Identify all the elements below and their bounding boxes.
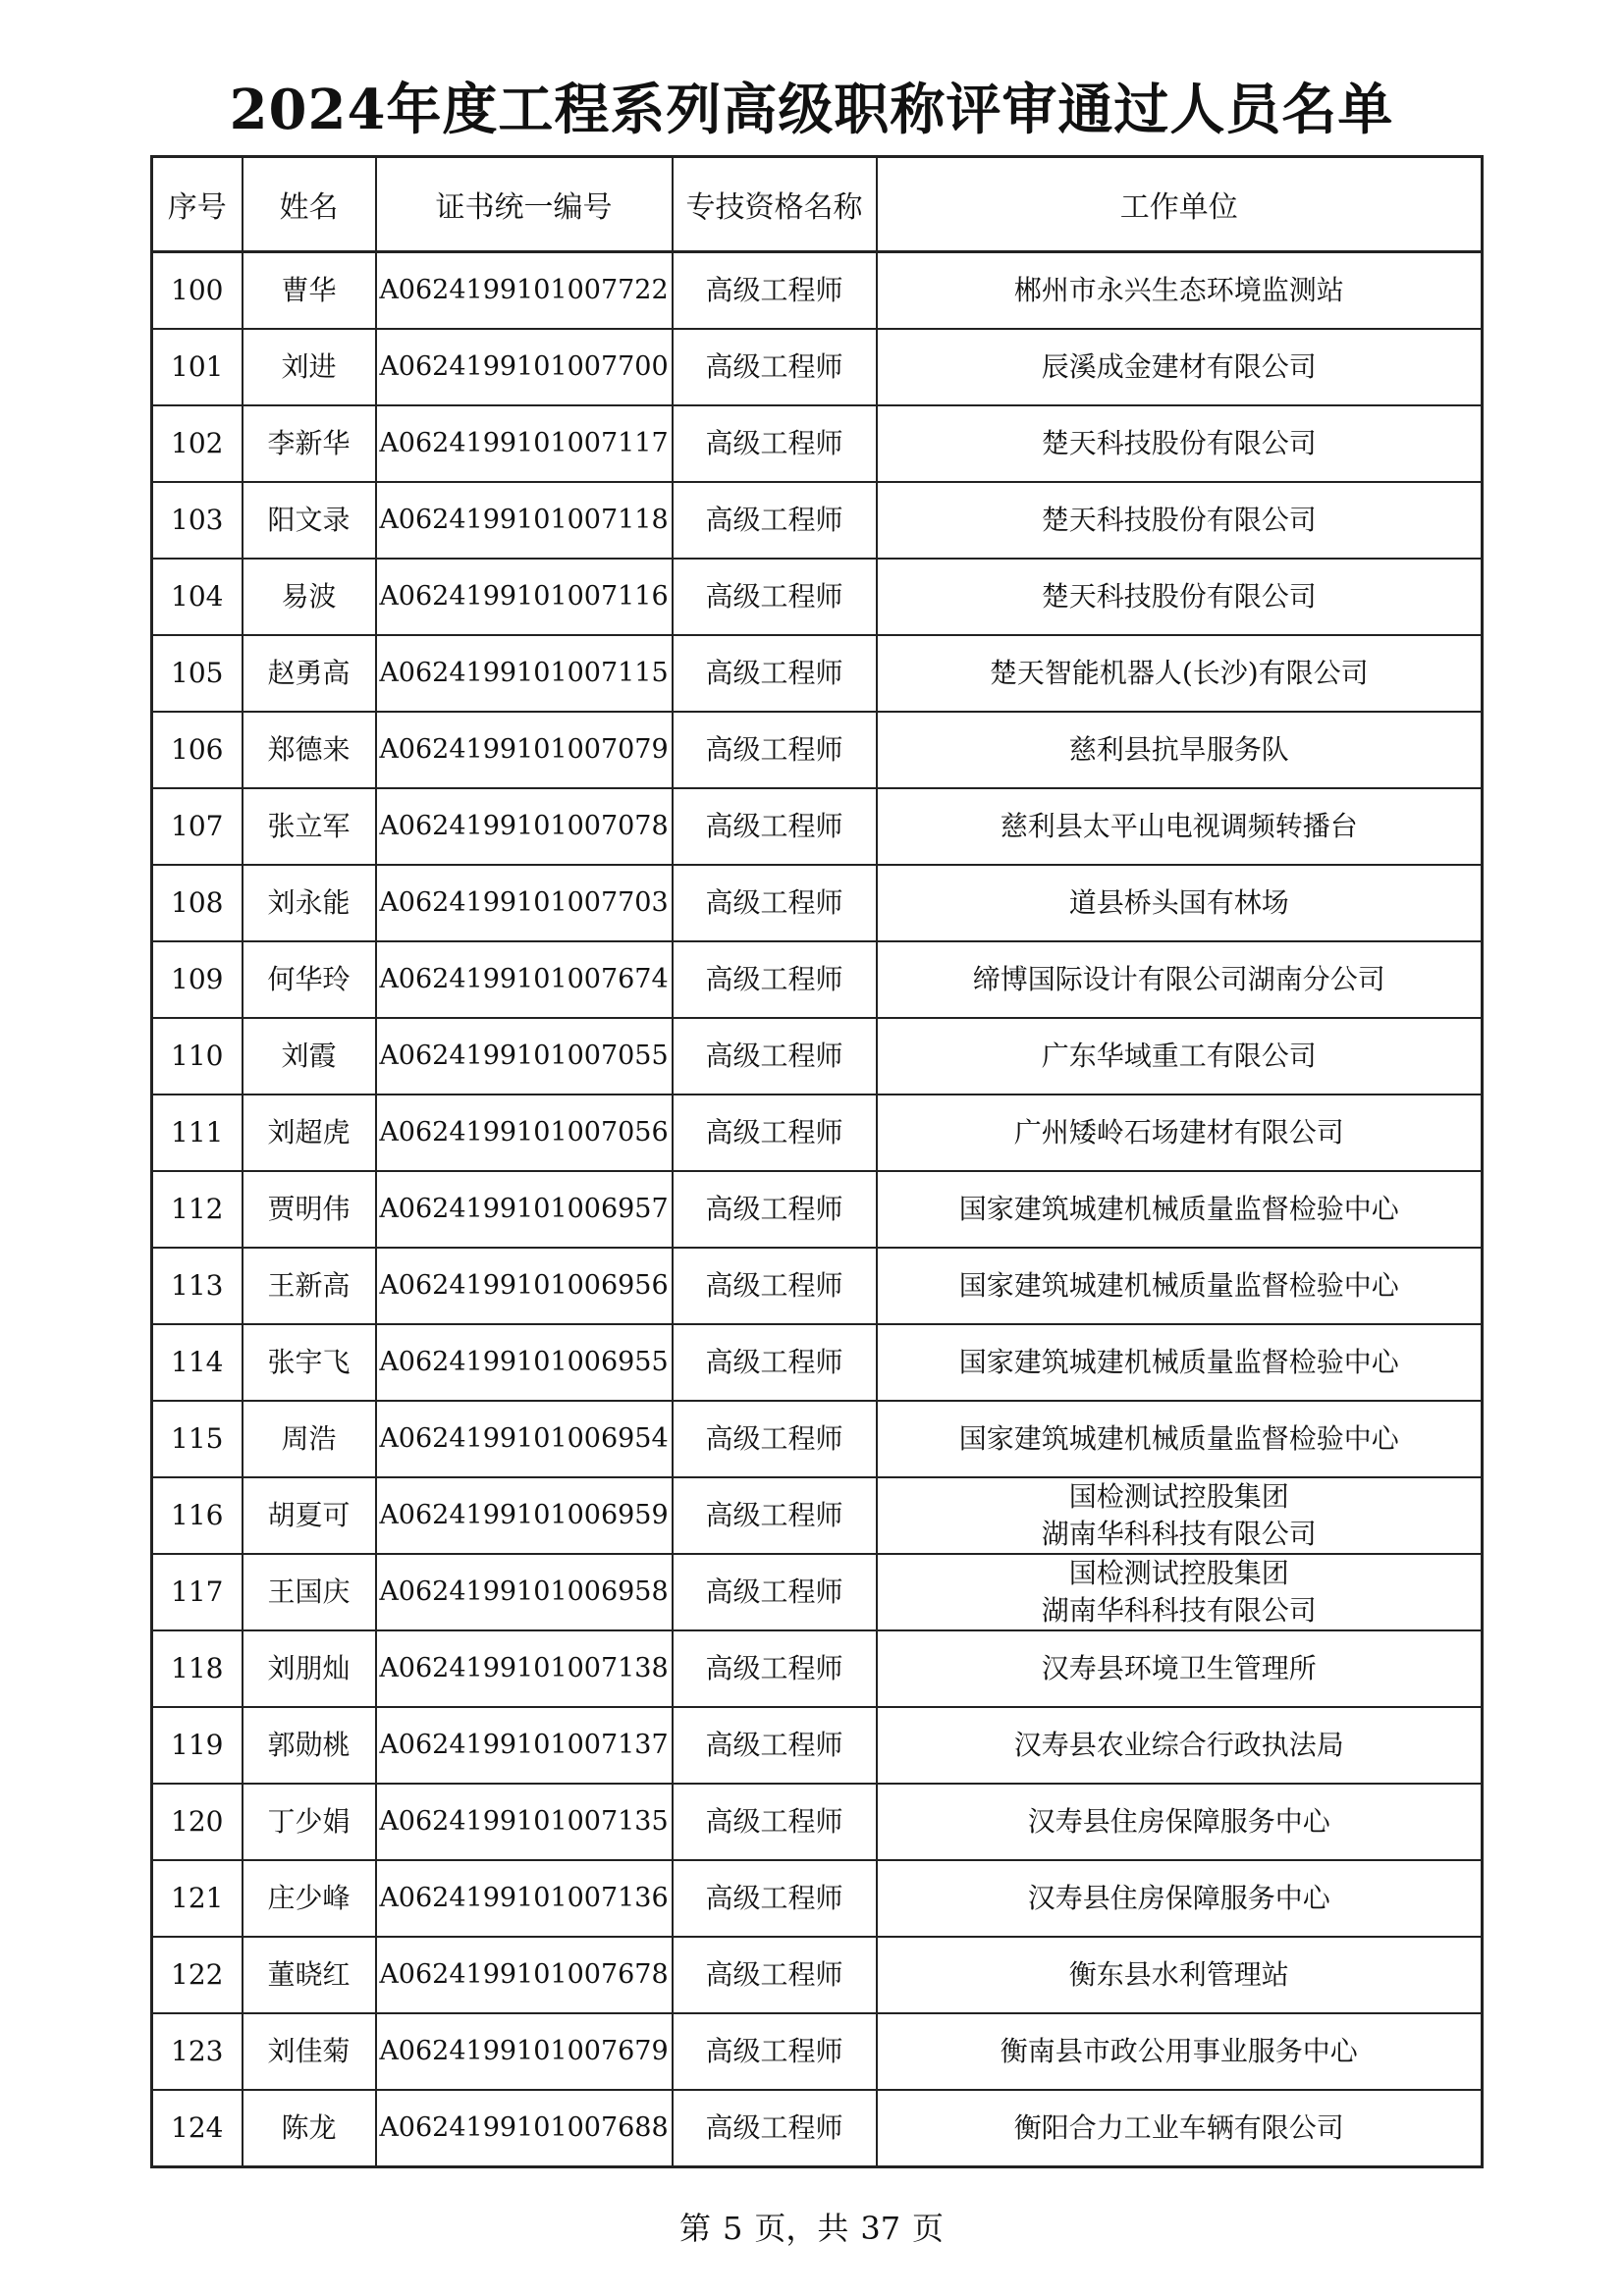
cell-work-unit [877,635,1483,712]
table-row [152,2013,1483,2090]
footer-middle: 页，共 [754,2210,849,2247]
cell-qualification: 高级工程师 [673,559,877,635]
cell-work-unit [877,1937,1483,2013]
cell-serial-number: 108 [152,865,243,941]
cell-qualification: 高级工程师 [673,1707,877,1784]
table-row [152,941,1483,1018]
work-unit-line: 国检测试控股集团 [1068,1557,1289,1589]
cell-name: 胡夏可 [243,1477,376,1554]
cell-name: 刘朋灿 [243,1630,376,1707]
footer-total-pages: 37 [860,2210,901,2247]
work-unit-line: 楚天科技股份有限公司 [1041,504,1317,536]
cell-name: 郭勋桃 [243,1707,376,1784]
cell-certificate-number: A0624199101007055 [376,1018,673,1095]
cell-certificate-number: A0624199101006957 [376,1171,673,1248]
cell-name: 刘进 [243,329,376,405]
cell-qualification: 高级工程师 [673,1324,877,1401]
cell-qualification: 高级工程师 [673,482,877,559]
work-unit-line: 辰溪成金建材有限公司 [1041,350,1317,383]
cell-name: 庄少峰 [243,1860,376,1937]
cell-name: 李新华 [243,405,376,482]
table-row [152,1707,1483,1784]
cell-qualification: 高级工程师 [673,1095,877,1171]
cell-name: 郑德来 [243,712,376,788]
table-row [152,405,1483,482]
cell-serial-number: 105 [152,635,243,712]
cell-qualification: 高级工程师 [673,2090,877,2167]
cell-serial-number: 115 [152,1401,243,1477]
cell-serial-number: 101 [152,329,243,405]
table-row [152,788,1483,865]
cell-qualification: 高级工程师 [673,1018,877,1095]
cell-work-unit [877,1401,1483,1477]
table-row [152,635,1483,712]
cell-serial-number: 117 [152,1554,243,1630]
cell-certificate-number: A0624199101006956 [376,1248,673,1324]
work-unit-line: 衡南县市政公用事业服务中心 [1000,2035,1358,2067]
header-work-unit: 工作单位 [877,157,1483,252]
cell-qualification: 高级工程师 [673,405,877,482]
table-row [152,1401,1483,1477]
cell-name: 丁少娟 [243,1784,376,1860]
table-row [152,1554,1483,1630]
cell-work-unit [877,1630,1483,1707]
cell-name: 何华玲 [243,941,376,1018]
footer-current-page: 5 [722,2210,743,2247]
cell-certificate-number: A0624199101007056 [376,1095,673,1171]
cell-name: 张立军 [243,788,376,865]
cell-certificate-number: A0624199101007135 [376,1784,673,1860]
cell-qualification: 高级工程师 [673,1248,877,1324]
work-unit-line: 国检测试控股集团 [1068,1480,1289,1513]
cell-qualification: 高级工程师 [673,635,877,712]
cell-certificate-number: A0624199101007115 [376,635,673,712]
cell-qualification: 高级工程师 [673,1554,877,1630]
cell-serial-number: 102 [152,405,243,482]
table-row [152,1630,1483,1707]
cell-serial-number: 104 [152,559,243,635]
cell-name: 贾明伟 [243,1171,376,1248]
cell-certificate-number: A0624199101006955 [376,1324,673,1401]
table-row [152,1095,1483,1171]
cell-certificate-number: A0624199101007117 [376,405,673,482]
cell-certificate-number: A0624199101006958 [376,1554,673,1630]
cell-qualification: 高级工程师 [673,788,877,865]
roster-table [150,155,1484,2168]
work-unit-line: 汉寿县住房保障服务中心 [1027,1805,1330,1838]
cell-name: 刘佳菊 [243,2013,376,2090]
cell-name: 刘超虎 [243,1095,376,1171]
work-unit-line: 慈利县抗旱服务队 [1068,733,1289,766]
work-unit-line: 广州矮岭石场建材有限公司 [1013,1116,1344,1148]
cell-serial-number: 110 [152,1018,243,1095]
cell-work-unit [877,1477,1483,1554]
work-unit-line: 楚天智能机器人(长沙)有限公司 [989,657,1369,689]
cell-name: 曹华 [243,252,376,330]
table-row [152,329,1483,405]
cell-work-unit [877,2013,1483,2090]
work-unit-line: 汉寿县农业综合行政执法局 [1013,1729,1344,1761]
table-row [152,482,1483,559]
work-unit-line: 郴州市永兴生态环境监测站 [1013,274,1344,306]
cell-name: 易波 [243,559,376,635]
cell-qualification: 高级工程师 [673,1477,877,1554]
cell-certificate-number: A0624199101007137 [376,1707,673,1784]
cell-serial-number: 116 [152,1477,243,1554]
cell-certificate-number: A0624199101007078 [376,788,673,865]
cell-work-unit [877,482,1483,559]
work-unit-line: 慈利县太平山电视调频转播台 [1000,810,1358,842]
cell-work-unit [877,329,1483,405]
work-unit-line: 衡东县水利管理站 [1068,1958,1289,1991]
cell-qualification: 高级工程师 [673,1860,877,1937]
table-row [152,1248,1483,1324]
work-unit-line: 楚天科技股份有限公司 [1041,580,1317,613]
cell-name: 赵勇高 [243,635,376,712]
footer-suffix: 页 [912,2210,945,2247]
cell-serial-number: 122 [152,1937,243,2013]
footer-prefix: 第 [678,2210,711,2247]
cell-work-unit [877,1860,1483,1937]
cell-work-unit [877,1554,1483,1630]
cell-work-unit [877,941,1483,1018]
cell-serial-number: 124 [152,2090,243,2167]
cell-work-unit [877,1171,1483,1248]
cell-certificate-number: A0624199101006954 [376,1401,673,1477]
cell-serial-number: 119 [152,1707,243,1784]
table-row [152,1784,1483,1860]
cell-name: 陈龙 [243,2090,376,2167]
table-row [152,252,1483,330]
work-unit-line: 国家建筑城建机械质量监督检验中心 [958,1269,1399,1302]
cell-certificate-number: A0624199101007079 [376,712,673,788]
table-row [152,1018,1483,1095]
header-name: 姓名 [243,157,376,252]
cell-qualification: 高级工程师 [673,329,877,405]
cell-serial-number: 113 [152,1248,243,1324]
table-row [152,712,1483,788]
table-row [152,559,1483,635]
cell-certificate-number: A0624199101007679 [376,2013,673,2090]
table-row [152,1477,1483,1554]
cell-name: 董晓红 [243,1937,376,2013]
cell-qualification: 高级工程师 [673,1784,877,1860]
cell-serial-number: 118 [152,1630,243,1707]
cell-qualification: 高级工程师 [673,2013,877,2090]
cell-certificate-number: A0624199101007674 [376,941,673,1018]
cell-work-unit [877,1707,1483,1784]
table-row [152,1171,1483,1248]
cell-name: 张宇飞 [243,1324,376,1401]
cell-work-unit [877,2090,1483,2167]
cell-serial-number: 107 [152,788,243,865]
cell-name: 王新高 [243,1248,376,1324]
cell-certificate-number: A0624199101007722 [376,252,673,330]
cell-name: 刘永能 [243,865,376,941]
cell-serial-number: 103 [152,482,243,559]
cell-name: 刘霞 [243,1018,376,1095]
cell-serial-number: 109 [152,941,243,1018]
cell-work-unit [877,1018,1483,1095]
cell-work-unit [877,405,1483,482]
work-unit-line: 衡阳合力工业车辆有限公司 [1013,2111,1344,2144]
work-unit-line: 汉寿县住房保障服务中心 [1027,1882,1330,1914]
cell-qualification: 高级工程师 [673,865,877,941]
cell-certificate-number: A0624199101007118 [376,482,673,559]
table-row [152,1860,1483,1937]
cell-work-unit [877,1095,1483,1171]
cell-work-unit [877,865,1483,941]
cell-certificate-number: A0624199101007678 [376,1937,673,2013]
table-row [152,1937,1483,2013]
work-unit-line: 缔博国际设计有限公司湖南分公司 [972,963,1385,995]
work-unit-line: 国家建筑城建机械质量监督检验中心 [958,1346,1399,1378]
work-unit-line: 国家建筑城建机械质量监督检验中心 [958,1422,1399,1455]
cell-work-unit [877,1324,1483,1401]
cell-name: 阳文录 [243,482,376,559]
cell-certificate-number: A0624199101007700 [376,329,673,405]
cell-serial-number: 120 [152,1784,243,1860]
work-unit-line: 道县桥头国有林场 [1068,886,1289,919]
cell-work-unit [877,1248,1483,1324]
header-qualification: 专技资格名称 [673,157,877,252]
cell-certificate-number: A0624199101007116 [376,559,673,635]
cell-qualification: 高级工程师 [673,1630,877,1707]
cell-qualification: 高级工程师 [673,1401,877,1477]
header-serial-number: 序号 [152,157,243,252]
cell-serial-number: 106 [152,712,243,788]
cell-name: 周浩 [243,1401,376,1477]
cell-certificate-number: A0624199101007138 [376,1630,673,1707]
table-row [152,865,1483,941]
cell-serial-number: 121 [152,1860,243,1937]
cell-certificate-number: A0624199101007136 [376,1860,673,1937]
work-unit-line: 汉寿县环境卫生管理所 [1041,1652,1317,1684]
cell-qualification: 高级工程师 [673,1937,877,2013]
cell-work-unit [877,788,1483,865]
page-footer [0,2204,1623,2249]
cell-serial-number: 111 [152,1095,243,1171]
cell-serial-number: 112 [152,1171,243,1248]
cell-work-unit [877,252,1483,330]
cell-qualification: 高级工程师 [673,1171,877,1248]
cell-certificate-number: A0624199101007688 [376,2090,673,2167]
work-unit-line: 湖南华科科技有限公司 [1041,1518,1317,1550]
table-row [152,1324,1483,1401]
cell-certificate-number: A0624199101007703 [376,865,673,941]
cell-serial-number: 114 [152,1324,243,1401]
page-title: 2024年度工程系列高级职称评审通过人员名单 [229,78,1394,142]
cell-serial-number: 100 [152,252,243,330]
table-body [152,252,1483,2167]
cell-name: 王国庆 [243,1554,376,1630]
header-certificate-number: 证书统一编号 [376,157,673,252]
work-unit-line: 国家建筑城建机械质量监督检验中心 [958,1193,1399,1225]
cell-work-unit [877,559,1483,635]
cell-qualification: 高级工程师 [673,941,877,1018]
table-row [152,2090,1483,2167]
work-unit-line: 广东华域重工有限公司 [1041,1040,1317,1072]
cell-qualification: 高级工程师 [673,252,877,330]
cell-work-unit [877,712,1483,788]
cell-qualification: 高级工程师 [673,712,877,788]
cell-certificate-number: A0624199101006959 [376,1477,673,1554]
cell-work-unit [877,1784,1483,1860]
cell-serial-number: 123 [152,2013,243,2090]
work-unit-line: 湖南华科科技有限公司 [1041,1594,1317,1627]
work-unit-line: 楚天科技股份有限公司 [1041,427,1317,459]
table-header-row [152,157,1483,252]
